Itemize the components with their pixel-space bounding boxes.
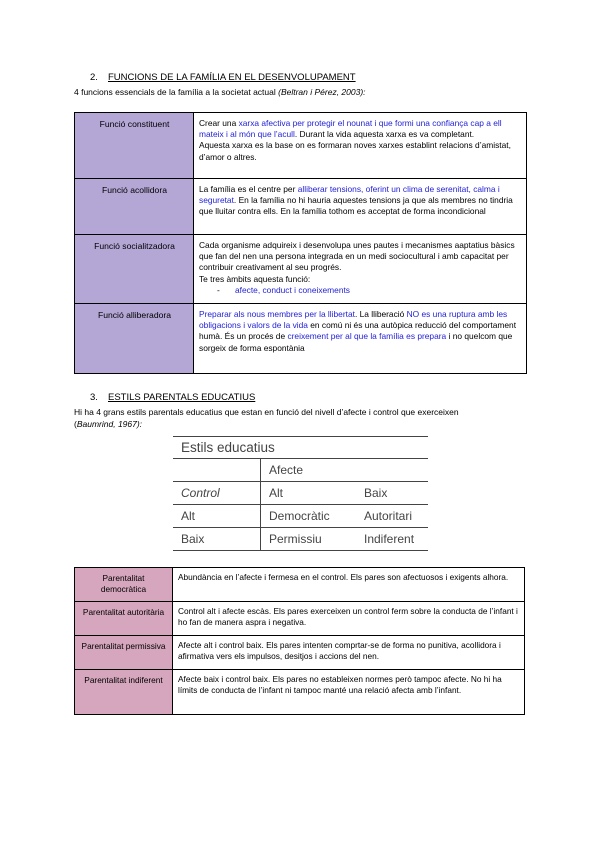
highlight-text: Preparar als nous membres per la llibertat <box>199 309 355 319</box>
text: en comú ni és una autòpica reducció del comportament humà. És un procés de <box>199 320 517 342</box>
control-value: Baix <box>173 528 261 551</box>
section-3-intro <box>74 406 484 430</box>
text: La família es el centre per <box>199 184 298 194</box>
section-3-heading <box>90 392 255 403</box>
table-row <box>173 437 428 459</box>
parenting-description: Control alt i afecte escàs. Els pares exerceixen un control ferm sobre la conducta de l’infant i ho fan de manera aspra i negativa. <box>173 602 525 636</box>
control-value: Alt <box>173 505 261 528</box>
highlight-text: NO es una ruptura amb les obligacions i valors de la vida <box>199 309 508 331</box>
afecte-baix-header: Baix <box>356 482 428 505</box>
intro-text: 4 funcions essencials de la família a la societat actual <box>74 87 279 97</box>
table-row <box>75 602 525 636</box>
parenting-label: Parentalitat permissiva <box>75 636 173 670</box>
control-header: Control <box>173 482 261 505</box>
section-2-title: FUNCIONS DE LA FAMÍLIA EN EL DESENVOLUPAMENT <box>108 72 356 83</box>
table-row <box>173 528 428 551</box>
parenting-styles-grid <box>173 436 428 551</box>
table-row <box>75 113 527 179</box>
function-label: Funció constituent <box>75 113 194 179</box>
style-cell: Indiferent <box>356 528 428 551</box>
text: . En la família no hi hauria aquestes tensions ja que als membres no tindria que lluitar contra ells. En la família tothom es acceptat de forma incondicional <box>199 195 513 217</box>
highlight-text: afecte, conduct i coneixements <box>235 284 350 295</box>
function-label: Funció alliberadora <box>75 304 194 374</box>
table-row <box>75 304 527 374</box>
section-3-number: 3. <box>90 392 98 403</box>
text: . Durant la vida aquesta xarxa es va completant. <box>294 129 475 140</box>
intro-citation: Baumrind, 1967): <box>76 419 143 429</box>
text: i no quelcom que sorgeix de forma espontània <box>199 331 513 353</box>
parenting-label: Parentalitat indiferent <box>75 670 173 715</box>
text: . La lliberació <box>354 309 407 319</box>
highlight-text: alliberar tensions, oferint un clima de serenitat, calma i seguretat <box>199 184 500 206</box>
table-row <box>173 482 428 505</box>
text: Cada organisme adquireix i desenvolupa unes pautes i mecanismes aaptatius bàsics que fan del nen una persona integrada en un medi sociocultural i amb capacitat per contribuir creativament al seu progrés. <box>199 240 515 273</box>
table-row <box>75 568 525 602</box>
table-row <box>173 459 428 482</box>
text: Aquesta xarxa es la base on es formaran noves xarxes establint relacions d’amistat, d’amor o altres. <box>199 140 511 162</box>
bullet-list <box>199 285 522 296</box>
highlight-text: xarxa afectiva per protegir el nounat i que formi una confiança cap a ell mateix i al món que l’acull <box>199 118 502 140</box>
function-description <box>194 304 527 374</box>
functions-table <box>74 112 527 374</box>
table-row <box>75 235 527 304</box>
section-3-title: ESTILS PARENTALS EDUCATIUS <box>108 392 256 403</box>
afecte-alt-header: Alt <box>261 482 357 505</box>
grid-title: Estils educatius <box>173 437 428 459</box>
parenting-description: Abundància en l’afecte i fermesa en el control. Els pares son afectuosos i exigents alhora. <box>173 568 525 602</box>
style-cell: Democràtic <box>261 505 357 528</box>
section-2-intro <box>74 86 366 98</box>
table-row <box>75 179 527 235</box>
empty-cell <box>173 459 261 482</box>
afecte-header: Afecte <box>261 459 429 482</box>
highlight-text: creixement per al que la família es prepara <box>287 331 447 342</box>
intro-text: Hi ha 4 grans estils parentals educatius que estan en funció del nivell d’afecte i control que exerceixen ( <box>74 407 459 429</box>
text: Te tres àmbits aquesta funció: <box>199 273 311 284</box>
parenting-label: Parentalitat democràtica <box>75 568 173 602</box>
table-row <box>173 505 428 528</box>
list-item <box>199 285 522 296</box>
table-row <box>75 670 525 715</box>
style-cell: Permissiu <box>261 528 357 551</box>
parenting-label: Parentalitat autoritària <box>75 602 173 636</box>
function-description <box>194 235 527 304</box>
section-2-number: 2. <box>90 72 98 83</box>
function-description <box>194 179 527 235</box>
table-row <box>75 636 525 670</box>
parenting-description: Afecte baix i control baix. Els pares no estableixen normes però tampoc afecte. No hi ha límits de conducta de l’infant ni tampoc manté una relació afecta amb l’infant. <box>173 670 525 715</box>
parenting-description: Afecte alt i control baix. Els pares intenten comprtar-se de forma no punitiva, acollidora i afirmativa vers els impulsos, desitjos i accions del nen. <box>173 636 525 670</box>
function-description <box>194 113 527 179</box>
style-cell: Autoritari <box>356 505 428 528</box>
function-label: Funció socialitzadora <box>75 235 194 304</box>
text: Crear una <box>199 118 239 128</box>
function-label: Funció acollidora <box>75 179 194 235</box>
parenting-table <box>74 567 525 715</box>
section-2-heading <box>90 72 356 83</box>
intro-citation: (Beltran i Pérez, 2003): <box>278 87 366 97</box>
